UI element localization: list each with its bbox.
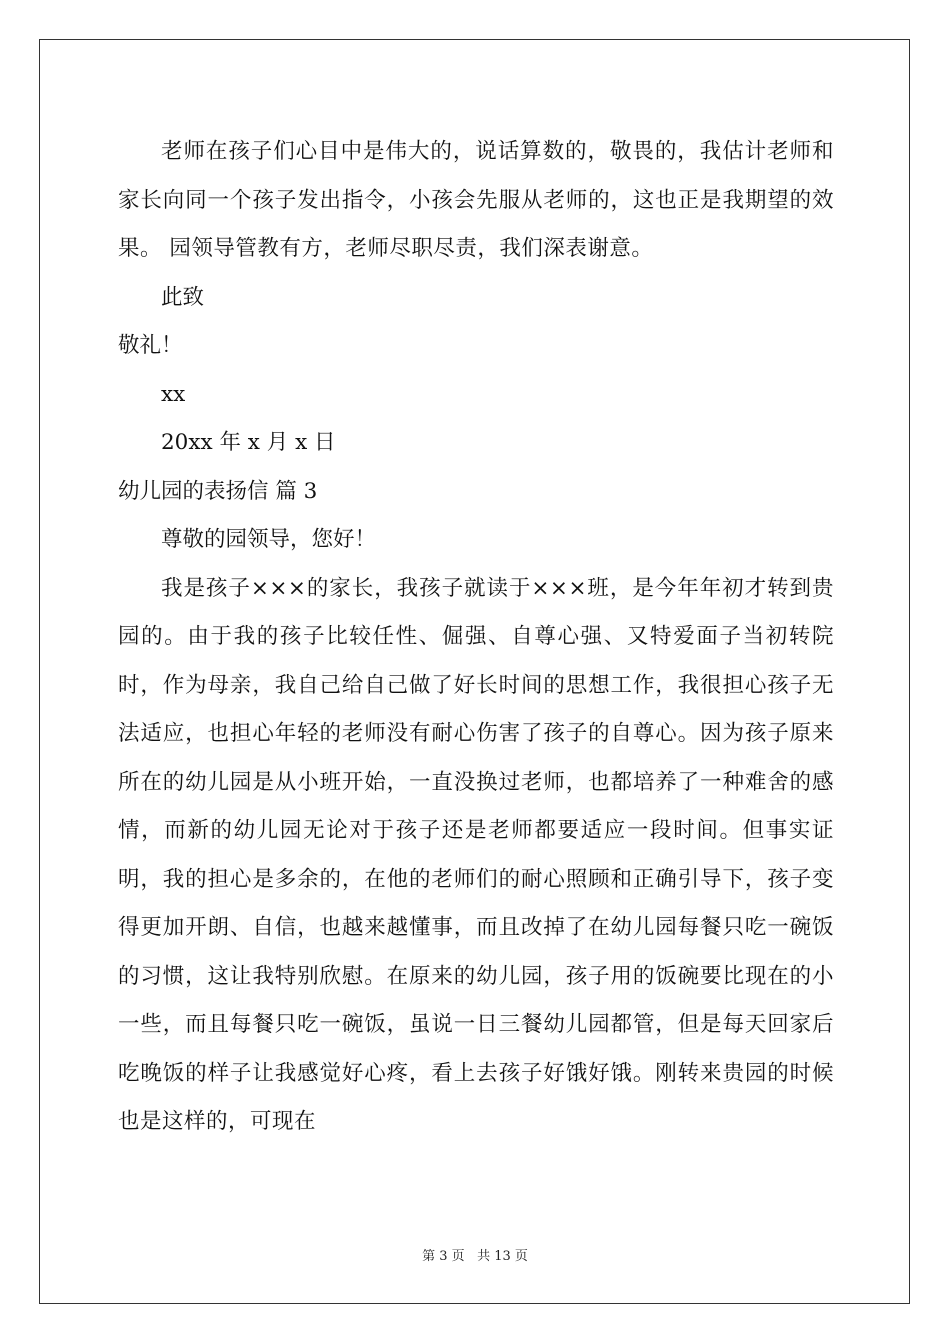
closing-salutation: 此致: [161, 284, 205, 310]
letter-greeting: 尊敬的园领导，您好！: [161, 527, 377, 552]
closing-regards: 敬礼！: [118, 333, 183, 358]
page-number: 第 3 页: [422, 1249, 465, 1264]
signature-date: 20xx 年 x 月 x 日: [161, 430, 336, 455]
page-total: 共 13 页: [477, 1249, 528, 1264]
signature-name: xx: [161, 381, 186, 407]
paragraph-letter-body: 我是孩子×××的家长，我孩子就读于×××班，是今年年初才转到贵园的。由于我的孩子比较任性、倔强、自尊心强、又特爱面子当初转院时，作为母亲，我自己给自己做了好长时间的思想工作，我很担心孩子无法适应，也担心年轻的老师没有耐心伤害了孩子的自尊心。因为孩子原来所在的幼儿园是从小班开始，一直没换过老师，也都培养了一种难舍的感情，而新的幼儿园无论对于孩子还是老师都要适应一段时间。但事实证明，我的担心是多余的，在他的老师们的耐心照顾和正确引导下，孩子变得更加开朗、自信，也越来越懂事，而且改掉了在幼儿园每餐只吃一碗饭的习惯，这让我特别欣慰。在原来的幼儿园，孩子用的饭碗要比现在的小一些，而且每餐只吃一碗饭，虽说一日三餐幼儿园都管，但是每天回家后吃晚饭的样子让我感觉好心疼，看上去孩子好饿好饿。刚转来贵园的时候也是这样的，可现在: [118, 575, 834, 1134]
paragraph-teacher-respect: 老师在孩子们心目中是伟大的，说话算数的，敬畏的，我估计老师和家长向同一个孩子发出指令，小孩会先服从老师的，这也正是我期望的效果。 园领导管教有方，老师尽职尽责，我们深表谢意。: [118, 139, 834, 261]
document-body: [118, 128, 834, 1147]
page-footer: [0, 1249, 950, 1265]
section-heading: 幼儿园的表扬信 篇 3: [118, 478, 318, 504]
